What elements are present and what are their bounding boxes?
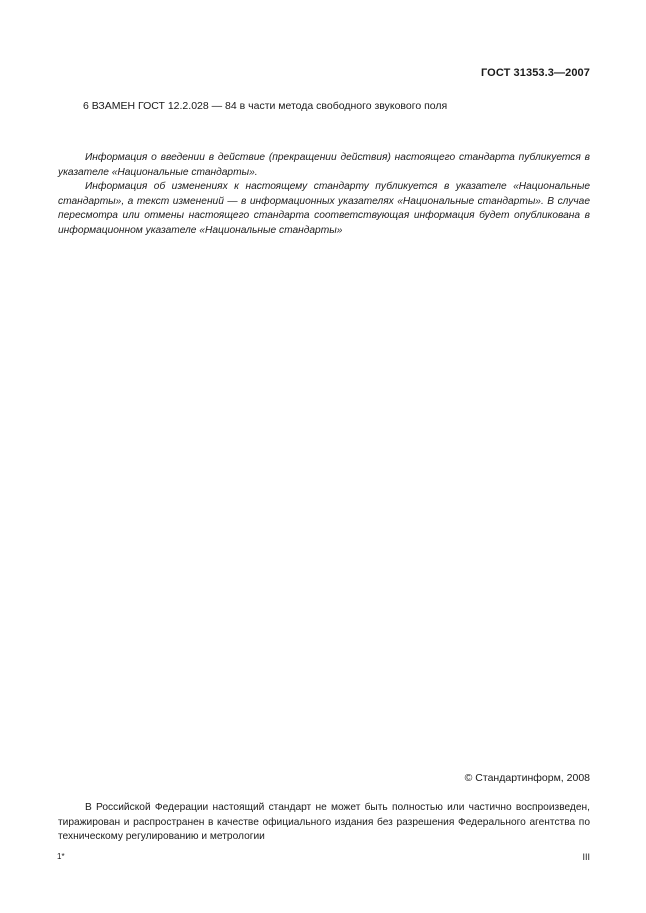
info-paragraph-introduction: Информация о введении в действие (прекращении действия) настоящего стандарта публикуется в указателе «Национальные стандарты». bbox=[58, 152, 590, 178]
legal-notice-text: В Российской Федерации настоящий стандарт не может быть полностью или частично воспроизведен, тиражирован и распространен в качестве официального издания без разрешения Федерального агентства по техническому регулированию и метрологии bbox=[58, 802, 590, 843]
page-number: III bbox=[582, 852, 590, 862]
info-paragraph-changes: Информация об изменениях к настоящему стандарту публикуется в указателе «Национальные стандарты», а текст изменений — в информационных указателях «Национальные стандарты». В случае пересмотра или отмены настоящего стандарта соответствующая информация будет опубликована в информационном указателе «Национальные стандарты» bbox=[58, 181, 590, 236]
replaced-standard-line: 6 ВЗАМЕН ГОСТ 12.2.028 — 84 в части метода свободного звукового поля bbox=[83, 100, 448, 112]
copyright-notice: © Стандартинформ, 2008 bbox=[464, 772, 590, 784]
legal-notice-block bbox=[58, 801, 590, 845]
standard-code-header: ГОСТ 31353.3—2007 bbox=[480, 67, 590, 79]
signature-mark: 1* bbox=[57, 852, 65, 861]
publication-info-block bbox=[58, 151, 590, 239]
